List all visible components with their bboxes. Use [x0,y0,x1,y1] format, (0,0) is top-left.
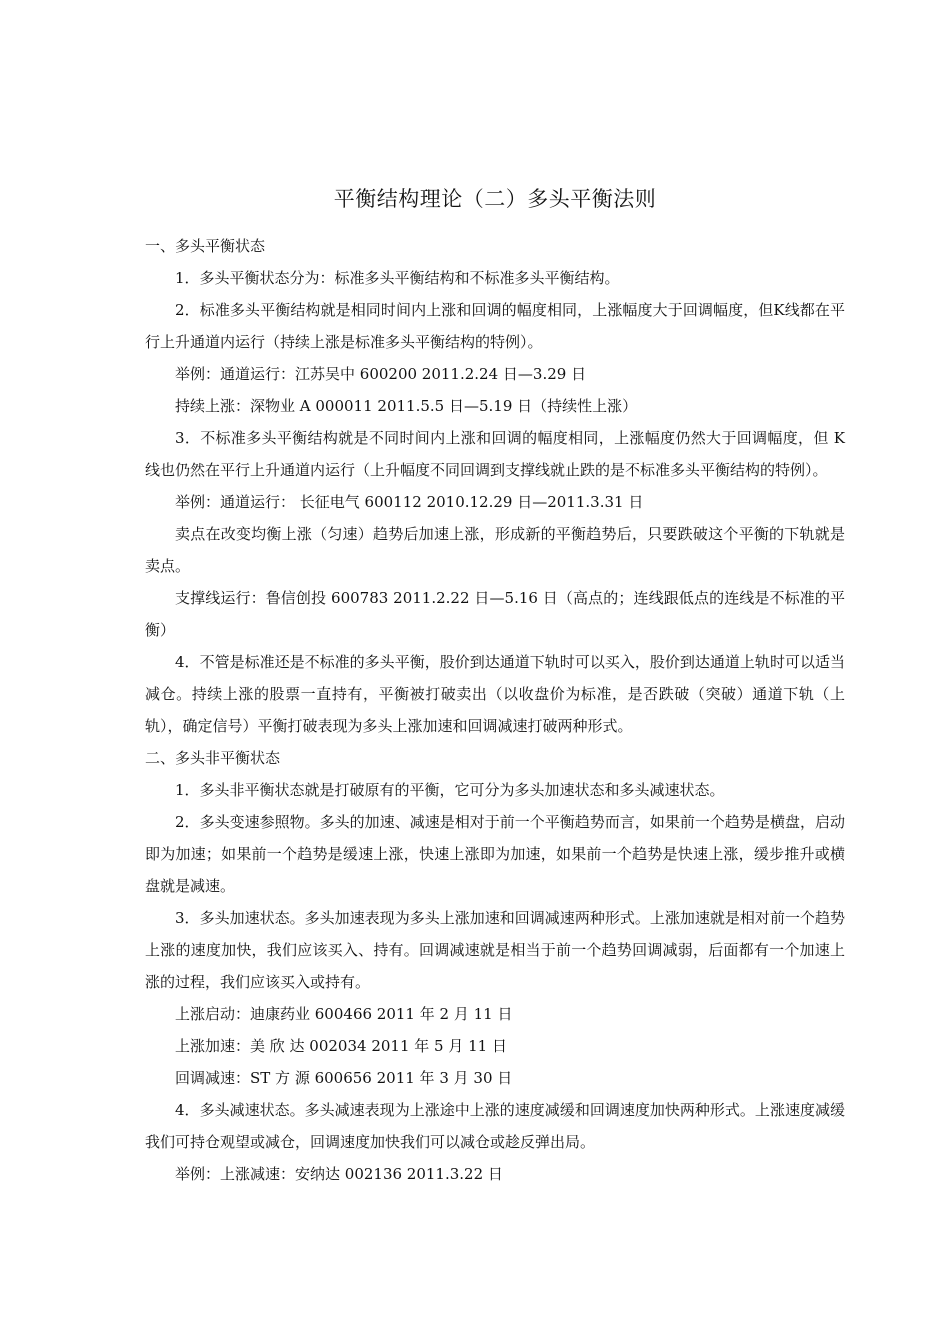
paragraph: 1．多头平衡状态分为：标准多头平衡结构和不标准多头平衡结构。 [175,269,620,287]
paragraph: 上涨启动：迪康药业 600466 2011 年 2 月 11 日 [175,1005,513,1023]
paragraph: 持续上涨：深物业 A 000011 2011.5.5 日—5.19 日（持续性上涨） [175,397,638,415]
paragraph: 4．多头减速状态。多头减速表现为上涨途中上涨的速度减缓和回调速度加快两种形式。上涨速度减缓我们可持仓观望或减仓，回调速度加快我们可以减仓或趁反弹出局。 [145,1101,845,1151]
paragraph: 4．不管是标准还是不标准的多头平衡，股价到达通道下轨时可以买入，股价到达通道上轨时可以适当减仓。持续上涨的股票一直持有，平衡被打破卖出（以收盘价为标准，是否跌破（突破）通道下轨（上轨），确定信号）平衡打破表现为多头上涨加速和回调减速打破两种形式。 [145,653,845,735]
paragraph: 举例：上涨减速：安纳达 002136 2011.3.22 日 [175,1165,503,1183]
document-body [145,230,845,1190]
paragraph: 支撑线运行：鲁信创投 600783 2011.2.22 日—5.16 日（高点的；连线跟低点的连线是不标准的平衡） [145,589,845,639]
paragraph: 1．多头非平衡状态就是打破原有的平衡，它可分为多头加速状态和多头减速状态。 [175,781,725,799]
paragraph: 卖点在改变均衡上涨（匀速）趋势后加速上涨，形成新的平衡趋势后，只要跌破这个平衡的下轨就是卖点。 [145,525,845,575]
paragraph: 2．标准多头平衡结构就是相同时间内上涨和回调的幅度相同，上涨幅度大于回调幅度，但K线都在平行上升通道内运行（持续上涨是标准多头平衡结构的特例）。 [145,301,845,351]
paragraph: 举例：通道运行： 长征电气 600112 2010.12.29 日—2011.3.31 日 [175,493,644,511]
document-title: 平衡结构理论（二）多头平衡法则 [333,187,657,211]
paragraph: 3．多头加速状态。多头加速表现为多头上涨加速和回调减速两种形式。上涨加速就是相对前一个趋势上涨的速度加快，我们应该买入、持有。回调减速就是相当于前一个趋势回调减弱，后面都有一个加速上涨的过程，我们应该买入或持有。 [145,909,845,991]
section-heading: 二、多头非平衡状态 [145,749,281,767]
paragraph: 回调减速：ST 方 源 600656 2011 年 3 月 30 日 [175,1069,513,1087]
paragraph: 举例：通道运行：江苏吴中 600200 2011.2.24 日—3.29 日 [175,365,587,383]
paragraph: 2．多头变速参照物。多头的加速、减速是相对于前一个平衡趋势而言，如果前一个趋势是横盘，启动即为加速；如果前一个趋势是缓速上涨，快速上涨即为加速，如果前一个趋势是快速上涨，缓步推升或横盘就是减速。 [145,813,845,895]
paragraph: 上涨加速：美 欣 达 002034 2011 年 5 月 11 日 [175,1037,507,1055]
section-heading: 一、多头平衡状态 [145,237,266,255]
paragraph: 3．不标准多头平衡结构就是不同时间内上涨和回调的幅度相同，上涨幅度仍然大于回调幅度，但 K 线也仍然在平行上升通道内运行（上升幅度不同回调到支撑线就止跌的是不标准多头平衡结构的特例）。 [145,429,845,479]
